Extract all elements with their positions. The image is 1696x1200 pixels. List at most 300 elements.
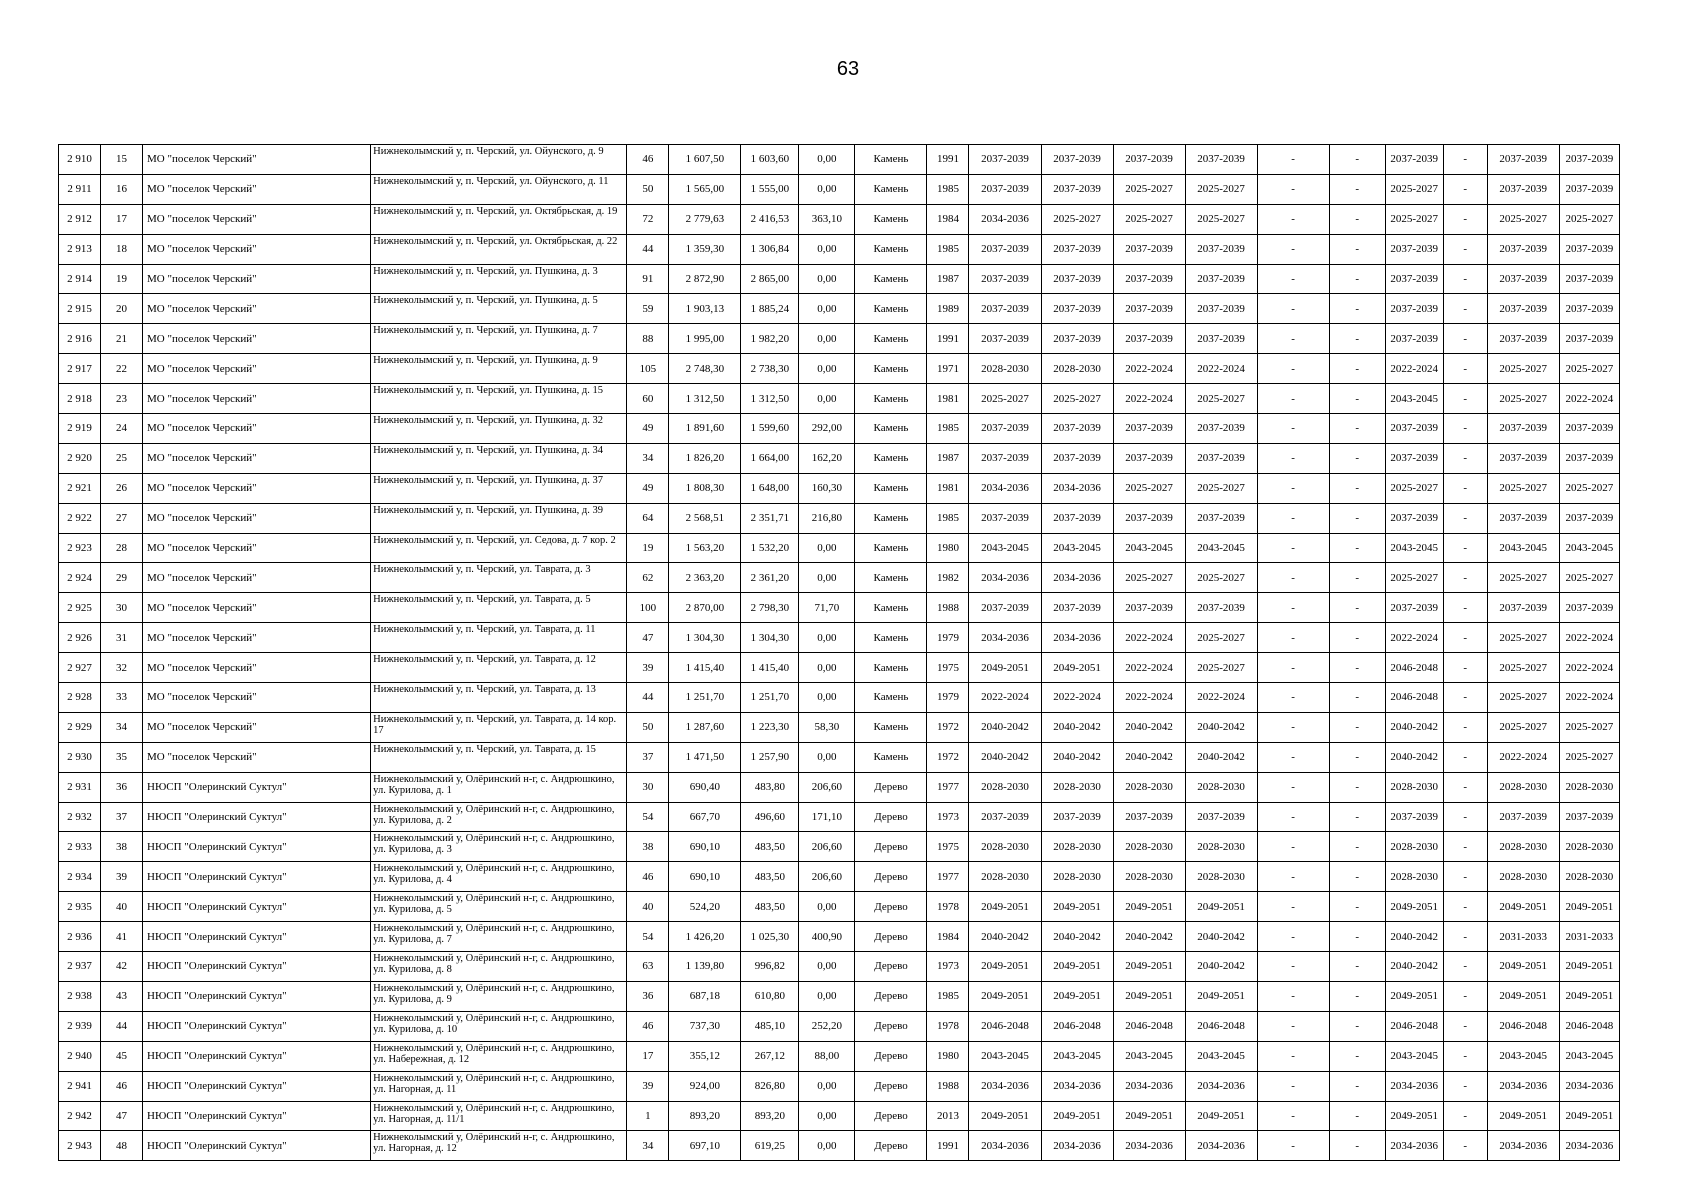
living-area-cell: 1 306,84 <box>741 234 799 264</box>
repair-period-7-cell: 2025-2027 <box>1385 563 1443 593</box>
year-built-cell: 1973 <box>927 952 969 982</box>
address-cell: Нижнеколымский у, Олёринский н-г, с. Андрюшкино, ул. Нагорная, д. 12 <box>371 1131 627 1161</box>
repair-period-6-cell: - <box>1329 832 1385 862</box>
repair-period-10-cell: 2037-2039 <box>1559 503 1619 533</box>
address-cell: Нижнеколымский у, п. Черский, ул. Таврата, д. 15 <box>371 742 627 772</box>
item-number-cell: 19 <box>101 264 143 294</box>
year-built-cell: 1985 <box>927 414 969 444</box>
repair-period-3-cell: 2022-2024 <box>1113 384 1185 414</box>
table-row <box>59 1071 1620 1101</box>
wall-material-cell: Дерево <box>855 922 927 952</box>
living-area-cell: 1 415,40 <box>741 653 799 683</box>
repair-period-10-cell: 2037-2039 <box>1559 174 1619 204</box>
table-row <box>59 683 1620 713</box>
address-cell: Нижнеколымский у, Олёринский н-г, с. Андрюшкино, ул. Курилова, д. 4 <box>371 862 627 892</box>
repair-period-3-cell: 2025-2027 <box>1113 174 1185 204</box>
repair-period-2-cell: 2034-2036 <box>1041 1131 1113 1161</box>
nonresidential-area-cell: 0,00 <box>799 742 855 772</box>
repair-period-4-cell: 2025-2027 <box>1185 563 1257 593</box>
repair-period-5-cell: - <box>1257 414 1329 444</box>
repair-period-6-cell: - <box>1329 981 1385 1011</box>
living-area-cell: 2 865,00 <box>741 264 799 294</box>
repair-period-7-cell: 2043-2045 <box>1385 533 1443 563</box>
year-built-cell: 1977 <box>927 772 969 802</box>
repair-period-6-cell: - <box>1329 862 1385 892</box>
repair-period-6-cell: - <box>1329 653 1385 683</box>
living-area-cell: 267,12 <box>741 1041 799 1071</box>
wall-material-cell: Камень <box>855 653 927 683</box>
living-area-cell: 1 251,70 <box>741 683 799 713</box>
total-area-cell: 1 565,00 <box>669 174 741 204</box>
repair-period-6-cell: - <box>1329 384 1385 414</box>
year-built-cell: 1980 <box>927 1041 969 1071</box>
item-number-cell: 41 <box>101 922 143 952</box>
table-row <box>59 264 1620 294</box>
repair-period-5-cell: - <box>1257 952 1329 982</box>
residents-cell: 30 <box>627 772 669 802</box>
nonresidential-area-cell: 400,90 <box>799 922 855 952</box>
nonresidential-area-cell: 0,00 <box>799 174 855 204</box>
municipality-cell: НЮСП "Олеринский Суктул" <box>143 922 371 952</box>
repair-period-9-cell: 2037-2039 <box>1487 324 1559 354</box>
row-number-cell: 2 923 <box>59 533 101 563</box>
repair-period-8-cell: - <box>1443 174 1487 204</box>
total-area-cell: 667,70 <box>669 802 741 832</box>
wall-material-cell: Камень <box>855 145 927 175</box>
total-area-cell: 1 891,60 <box>669 414 741 444</box>
municipality-cell: НЮСП "Олеринский Суктул" <box>143 952 371 982</box>
table-row <box>59 354 1620 384</box>
repair-period-5-cell: - <box>1257 384 1329 414</box>
residents-cell: 54 <box>627 922 669 952</box>
wall-material-cell: Дерево <box>855 1041 927 1071</box>
item-number-cell: 15 <box>101 145 143 175</box>
repair-period-3-cell: 2049-2051 <box>1113 981 1185 1011</box>
repair-period-10-cell: 2037-2039 <box>1559 145 1619 175</box>
address-cell: Нижнеколымский у, Олёринский н-г, с. Андрюшкино, ул. Нагорная, д. 11/1 <box>371 1101 627 1131</box>
item-number-cell: 24 <box>101 414 143 444</box>
repair-period-8-cell: - <box>1443 414 1487 444</box>
repair-period-5-cell: - <box>1257 563 1329 593</box>
repair-period-4-cell: 2040-2042 <box>1185 712 1257 742</box>
repair-period-4-cell: 2025-2027 <box>1185 623 1257 653</box>
repair-period-6-cell: - <box>1329 234 1385 264</box>
living-area-cell: 485,10 <box>741 1011 799 1041</box>
living-area-cell: 1 025,30 <box>741 922 799 952</box>
table-row <box>59 384 1620 414</box>
repair-period-7-cell: 2040-2042 <box>1385 712 1443 742</box>
address-cell: Нижнеколымский у, п. Черский, ул. Октябрьская, д. 22 <box>371 234 627 264</box>
year-built-cell: 1972 <box>927 742 969 772</box>
municipality-cell: НЮСП "Олеринский Суктул" <box>143 1041 371 1071</box>
item-number-cell: 37 <box>101 802 143 832</box>
row-number-cell: 2 936 <box>59 922 101 952</box>
repair-period-1-cell: 2034-2036 <box>969 473 1041 503</box>
repair-period-10-cell: 2046-2048 <box>1559 1011 1619 1041</box>
repair-period-2-cell: 2037-2039 <box>1041 443 1113 473</box>
repair-period-9-cell: 2037-2039 <box>1487 503 1559 533</box>
repair-period-3-cell: 2028-2030 <box>1113 862 1185 892</box>
year-built-cell: 1981 <box>927 384 969 414</box>
repair-period-3-cell: 2037-2039 <box>1113 264 1185 294</box>
year-built-cell: 1989 <box>927 294 969 324</box>
residents-cell: 91 <box>627 264 669 294</box>
residents-cell: 19 <box>627 533 669 563</box>
living-area-cell: 1 603,60 <box>741 145 799 175</box>
residents-cell: 60 <box>627 384 669 414</box>
residents-cell: 38 <box>627 832 669 862</box>
repair-period-4-cell: 2025-2027 <box>1185 473 1257 503</box>
address-cell: Нижнеколымский у, п. Черский, ул. Таврата, д. 14 кор. 17 <box>371 712 627 742</box>
table-row <box>59 623 1620 653</box>
address-cell: Нижнеколымский у, Олёринский н-г, с. Андрюшкино, ул. Курилова, д. 3 <box>371 832 627 862</box>
repair-period-3-cell: 2037-2039 <box>1113 443 1185 473</box>
table-row <box>59 593 1620 623</box>
repair-period-9-cell: 2022-2024 <box>1487 742 1559 772</box>
repair-period-9-cell: 2028-2030 <box>1487 862 1559 892</box>
repair-period-8-cell: - <box>1443 1041 1487 1071</box>
repair-period-4-cell: 2037-2039 <box>1185 414 1257 444</box>
repair-period-9-cell: 2028-2030 <box>1487 832 1559 862</box>
total-area-cell: 924,00 <box>669 1071 741 1101</box>
municipality-cell: МО "поселок Черский" <box>143 204 371 234</box>
housing-registry-table <box>58 144 1620 1161</box>
repair-period-3-cell: 2049-2051 <box>1113 952 1185 982</box>
repair-period-6-cell: - <box>1329 264 1385 294</box>
repair-period-9-cell: 2049-2051 <box>1487 952 1559 982</box>
repair-period-5-cell: - <box>1257 1041 1329 1071</box>
repair-period-5-cell: - <box>1257 623 1329 653</box>
year-built-cell: 1980 <box>927 533 969 563</box>
item-number-cell: 17 <box>101 204 143 234</box>
row-number-cell: 2 915 <box>59 294 101 324</box>
repair-period-2-cell: 2049-2051 <box>1041 1101 1113 1131</box>
wall-material-cell: Камень <box>855 384 927 414</box>
repair-period-2-cell: 2034-2036 <box>1041 1071 1113 1101</box>
total-area-cell: 1 359,30 <box>669 234 741 264</box>
address-cell: Нижнеколымский у, п. Черский, ул. Ойунского, д. 9 <box>371 145 627 175</box>
repair-period-7-cell: 2037-2039 <box>1385 264 1443 294</box>
nonresidential-area-cell: 206,60 <box>799 772 855 802</box>
repair-period-1-cell: 2034-2036 <box>969 623 1041 653</box>
table-row <box>59 174 1620 204</box>
wall-material-cell: Камень <box>855 204 927 234</box>
year-built-cell: 1985 <box>927 981 969 1011</box>
nonresidential-area-cell: 0,00 <box>799 623 855 653</box>
repair-period-8-cell: - <box>1443 563 1487 593</box>
total-area-cell: 2 779,63 <box>669 204 741 234</box>
residents-cell: 54 <box>627 802 669 832</box>
repair-period-4-cell: 2037-2039 <box>1185 145 1257 175</box>
repair-period-8-cell: - <box>1443 145 1487 175</box>
repair-period-10-cell: 2037-2039 <box>1559 264 1619 294</box>
wall-material-cell: Камень <box>855 563 927 593</box>
municipality-cell: НЮСП "Олеринский Суктул" <box>143 862 371 892</box>
living-area-cell: 1 664,00 <box>741 443 799 473</box>
nonresidential-area-cell: 0,00 <box>799 952 855 982</box>
repair-period-1-cell: 2037-2039 <box>969 324 1041 354</box>
repair-period-7-cell: 2046-2048 <box>1385 683 1443 713</box>
municipality-cell: МО "поселок Черский" <box>143 683 371 713</box>
repair-period-2-cell: 2049-2051 <box>1041 952 1113 982</box>
total-area-cell: 1 426,20 <box>669 922 741 952</box>
repair-period-9-cell: 2025-2027 <box>1487 204 1559 234</box>
repair-period-8-cell: - <box>1443 384 1487 414</box>
year-built-cell: 1985 <box>927 234 969 264</box>
repair-period-2-cell: 2028-2030 <box>1041 862 1113 892</box>
repair-period-7-cell: 2043-2045 <box>1385 384 1443 414</box>
municipality-cell: НЮСП "Олеринский Суктул" <box>143 981 371 1011</box>
repair-period-4-cell: 2034-2036 <box>1185 1131 1257 1161</box>
wall-material-cell: Дерево <box>855 802 927 832</box>
repair-period-9-cell: 2028-2030 <box>1487 772 1559 802</box>
living-area-cell: 483,50 <box>741 892 799 922</box>
row-number-cell: 2 928 <box>59 683 101 713</box>
nonresidential-area-cell: 206,60 <box>799 862 855 892</box>
repair-period-1-cell: 2037-2039 <box>969 294 1041 324</box>
living-area-cell: 1 599,60 <box>741 414 799 444</box>
year-built-cell: 1979 <box>927 623 969 653</box>
repair-period-2-cell: 2040-2042 <box>1041 922 1113 952</box>
repair-period-10-cell: 2022-2024 <box>1559 384 1619 414</box>
row-number-cell: 2 940 <box>59 1041 101 1071</box>
nonresidential-area-cell: 216,80 <box>799 503 855 533</box>
wall-material-cell: Камень <box>855 414 927 444</box>
repair-period-7-cell: 2037-2039 <box>1385 234 1443 264</box>
repair-period-7-cell: 2046-2048 <box>1385 653 1443 683</box>
repair-period-3-cell: 2034-2036 <box>1113 1071 1185 1101</box>
repair-period-2-cell: 2034-2036 <box>1041 473 1113 503</box>
repair-period-8-cell: - <box>1443 1131 1487 1161</box>
municipality-cell: НЮСП "Олеринский Суктул" <box>143 802 371 832</box>
item-number-cell: 31 <box>101 623 143 653</box>
wall-material-cell: Дерево <box>855 952 927 982</box>
residents-cell: 39 <box>627 1071 669 1101</box>
total-area-cell: 697,10 <box>669 1131 741 1161</box>
nonresidential-area-cell: 0,00 <box>799 533 855 563</box>
repair-period-10-cell: 2037-2039 <box>1559 414 1619 444</box>
repair-period-9-cell: 2025-2027 <box>1487 653 1559 683</box>
repair-period-3-cell: 2046-2048 <box>1113 1011 1185 1041</box>
municipality-cell: МО "поселок Черский" <box>143 354 371 384</box>
total-area-cell: 2 568,51 <box>669 503 741 533</box>
row-number-cell: 2 934 <box>59 862 101 892</box>
row-number-cell: 2 938 <box>59 981 101 1011</box>
row-number-cell: 2 933 <box>59 832 101 862</box>
item-number-cell: 29 <box>101 563 143 593</box>
item-number-cell: 20 <box>101 294 143 324</box>
nonresidential-area-cell: 0,00 <box>799 294 855 324</box>
repair-period-1-cell: 2028-2030 <box>969 354 1041 384</box>
address-cell: Нижнеколымский у, Олёринский н-г, с. Андрюшкино, ул. Курилова, д. 10 <box>371 1011 627 1041</box>
repair-period-2-cell: 2025-2027 <box>1041 384 1113 414</box>
nonresidential-area-cell: 0,00 <box>799 234 855 264</box>
repair-period-5-cell: - <box>1257 354 1329 384</box>
municipality-cell: НЮСП "Олеринский Суктул" <box>143 892 371 922</box>
repair-period-2-cell: 2049-2051 <box>1041 892 1113 922</box>
repair-period-4-cell: 2043-2045 <box>1185 1041 1257 1071</box>
repair-period-10-cell: 2025-2027 <box>1559 742 1619 772</box>
table-row <box>59 981 1620 1011</box>
repair-period-4-cell: 2034-2036 <box>1185 1071 1257 1101</box>
wall-material-cell: Дерево <box>855 772 927 802</box>
total-area-cell: 893,20 <box>669 1101 741 1131</box>
repair-period-10-cell: 2043-2045 <box>1559 1041 1619 1071</box>
repair-period-4-cell: 2049-2051 <box>1185 981 1257 1011</box>
municipality-cell: НЮСП "Олеринский Суктул" <box>143 1011 371 1041</box>
repair-period-8-cell: - <box>1443 354 1487 384</box>
total-area-cell: 1 251,70 <box>669 683 741 713</box>
repair-period-1-cell: 2043-2045 <box>969 533 1041 563</box>
repair-period-3-cell: 2022-2024 <box>1113 354 1185 384</box>
living-area-cell: 483,50 <box>741 862 799 892</box>
total-area-cell: 687,18 <box>669 981 741 1011</box>
repair-period-7-cell: 2028-2030 <box>1385 862 1443 892</box>
residents-cell: 49 <box>627 414 669 444</box>
item-number-cell: 43 <box>101 981 143 1011</box>
living-area-cell: 1 648,00 <box>741 473 799 503</box>
repair-period-7-cell: 2022-2024 <box>1385 623 1443 653</box>
year-built-cell: 1987 <box>927 264 969 294</box>
total-area-cell: 2 872,90 <box>669 264 741 294</box>
repair-period-4-cell: 2025-2027 <box>1185 174 1257 204</box>
repair-period-4-cell: 2037-2039 <box>1185 234 1257 264</box>
repair-period-4-cell: 2025-2027 <box>1185 384 1257 414</box>
year-built-cell: 1985 <box>927 503 969 533</box>
repair-period-4-cell: 2049-2051 <box>1185 1101 1257 1131</box>
living-area-cell: 1 223,30 <box>741 712 799 742</box>
repair-period-4-cell: 2037-2039 <box>1185 294 1257 324</box>
wall-material-cell: Дерево <box>855 1101 927 1131</box>
municipality-cell: НЮСП "Олеринский Суктул" <box>143 832 371 862</box>
repair-period-1-cell: 2040-2042 <box>969 742 1041 772</box>
address-cell: Нижнеколымский у, п. Черский, ул. Таврата, д. 3 <box>371 563 627 593</box>
municipality-cell: НЮСП "Олеринский Суктул" <box>143 1071 371 1101</box>
table-row <box>59 414 1620 444</box>
repair-period-2-cell: 2037-2039 <box>1041 174 1113 204</box>
repair-period-8-cell: - <box>1443 593 1487 623</box>
repair-period-1-cell: 2034-2036 <box>969 1071 1041 1101</box>
wall-material-cell: Камень <box>855 324 927 354</box>
table-row <box>59 952 1620 982</box>
table-row <box>59 862 1620 892</box>
year-built-cell: 1988 <box>927 593 969 623</box>
repair-period-5-cell: - <box>1257 712 1329 742</box>
total-area-cell: 1 607,50 <box>669 145 741 175</box>
row-number-cell: 2 926 <box>59 623 101 653</box>
nonresidential-area-cell: 0,00 <box>799 1101 855 1131</box>
row-number-cell: 2 929 <box>59 712 101 742</box>
wall-material-cell: Дерево <box>855 1131 927 1161</box>
nonresidential-area-cell: 71,70 <box>799 593 855 623</box>
repair-period-7-cell: 2037-2039 <box>1385 443 1443 473</box>
year-built-cell: 1975 <box>927 832 969 862</box>
repair-period-4-cell: 2040-2042 <box>1185 952 1257 982</box>
repair-period-7-cell: 2049-2051 <box>1385 892 1443 922</box>
repair-period-10-cell: 2049-2051 <box>1559 952 1619 982</box>
residents-cell: 62 <box>627 563 669 593</box>
item-number-cell: 39 <box>101 862 143 892</box>
total-area-cell: 1 826,20 <box>669 443 741 473</box>
repair-period-8-cell: - <box>1443 204 1487 234</box>
table-body <box>59 145 1620 1161</box>
address-cell: Нижнеколымский у, п. Черский, ул. Пушкина, д. 15 <box>371 384 627 414</box>
repair-period-9-cell: 2025-2027 <box>1487 623 1559 653</box>
table-row <box>59 832 1620 862</box>
living-area-cell: 483,50 <box>741 832 799 862</box>
repair-period-1-cell: 2046-2048 <box>969 1011 1041 1041</box>
repair-period-7-cell: 2037-2039 <box>1385 294 1443 324</box>
nonresidential-area-cell: 206,60 <box>799 832 855 862</box>
repair-period-3-cell: 2028-2030 <box>1113 772 1185 802</box>
repair-period-9-cell: 2025-2027 <box>1487 712 1559 742</box>
page-number: 63 <box>836 58 860 80</box>
table-row <box>59 1131 1620 1161</box>
repair-period-7-cell: 2034-2036 <box>1385 1131 1443 1161</box>
item-number-cell: 46 <box>101 1071 143 1101</box>
residents-cell: 50 <box>627 174 669 204</box>
year-built-cell: 1977 <box>927 862 969 892</box>
address-cell: Нижнеколымский у, п. Черский, ул. Пушкина, д. 39 <box>371 503 627 533</box>
item-number-cell: 35 <box>101 742 143 772</box>
wall-material-cell: Камень <box>855 234 927 264</box>
wall-material-cell: Камень <box>855 593 927 623</box>
repair-period-3-cell: 2037-2039 <box>1113 324 1185 354</box>
repair-period-2-cell: 2049-2051 <box>1041 981 1113 1011</box>
repair-period-5-cell: - <box>1257 174 1329 204</box>
repair-period-8-cell: - <box>1443 712 1487 742</box>
repair-period-8-cell: - <box>1443 742 1487 772</box>
repair-period-7-cell: 2037-2039 <box>1385 802 1443 832</box>
row-number-cell: 2 922 <box>59 503 101 533</box>
repair-period-2-cell: 2034-2036 <box>1041 563 1113 593</box>
wall-material-cell: Камень <box>855 623 927 653</box>
residents-cell: 63 <box>627 952 669 982</box>
year-built-cell: 1981 <box>927 473 969 503</box>
address-cell: Нижнеколымский у, п. Черский, ул. Пушкина, д. 3 <box>371 264 627 294</box>
repair-period-9-cell: 2037-2039 <box>1487 414 1559 444</box>
repair-period-10-cell: 2025-2027 <box>1559 712 1619 742</box>
nonresidential-area-cell: 0,00 <box>799 563 855 593</box>
wall-material-cell: Камень <box>855 742 927 772</box>
repair-period-10-cell: 2022-2024 <box>1559 653 1619 683</box>
repair-period-10-cell: 2049-2051 <box>1559 1101 1619 1131</box>
living-area-cell: 496,60 <box>741 802 799 832</box>
total-area-cell: 1 808,30 <box>669 473 741 503</box>
living-area-cell: 610,80 <box>741 981 799 1011</box>
residents-cell: 46 <box>627 145 669 175</box>
row-number-cell: 2 919 <box>59 414 101 444</box>
repair-period-4-cell: 2022-2024 <box>1185 683 1257 713</box>
repair-period-1-cell: 2040-2042 <box>969 712 1041 742</box>
row-number-cell: 2 935 <box>59 892 101 922</box>
repair-period-4-cell: 2028-2030 <box>1185 832 1257 862</box>
living-area-cell: 1 304,30 <box>741 623 799 653</box>
repair-period-6-cell: - <box>1329 892 1385 922</box>
repair-period-6-cell: - <box>1329 414 1385 444</box>
living-area-cell: 2 798,30 <box>741 593 799 623</box>
row-number-cell: 2 924 <box>59 563 101 593</box>
table-row <box>59 1011 1620 1041</box>
repair-period-2-cell: 2046-2048 <box>1041 1011 1113 1041</box>
year-built-cell: 1984 <box>927 204 969 234</box>
address-cell: Нижнеколымский у, Олёринский н-г, с. Андрюшкино, ул. Набережная, д. 12 <box>371 1041 627 1071</box>
row-number-cell: 2 917 <box>59 354 101 384</box>
item-number-cell: 16 <box>101 174 143 204</box>
wall-material-cell: Камень <box>855 174 927 204</box>
repair-period-3-cell: 2037-2039 <box>1113 802 1185 832</box>
repair-period-2-cell: 2037-2039 <box>1041 294 1113 324</box>
